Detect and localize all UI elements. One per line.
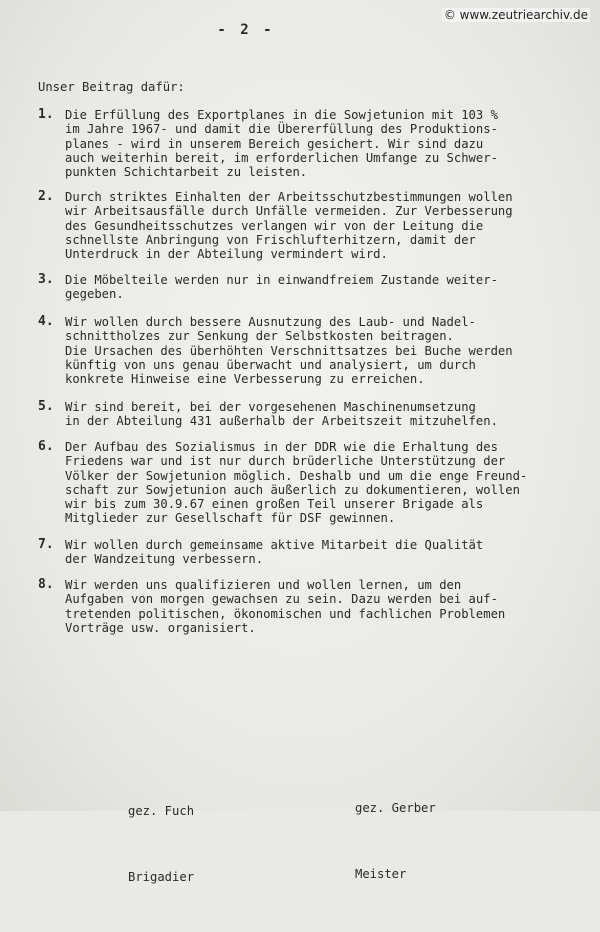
text-line: schnittholzes zur Senkung der Selbstkosten beitragen. [65, 329, 454, 344]
text-line: schnellste Anbringung von Frischlufterhitzern, damit der [65, 232, 476, 247]
page-number: - 2 - [217, 22, 275, 38]
text-line: Die Möbelteile werden nur in einwandfreiem Zustande weiter- [65, 273, 498, 287]
item-text [65, 108, 498, 179]
item-number: 3. [38, 272, 54, 287]
signature-role: Brigadier [128, 870, 195, 884]
text-line: Wir wollen durch gemeinsame aktive Mitarbeit die Qualität [65, 538, 484, 552]
item-text [65, 538, 483, 567]
text-line: Die Ursachen des überhöhten Verschnittsatzes bei Buche werden [65, 343, 513, 358]
text-line: künftig von uns genau überwacht und analysiert, um durch [65, 357, 476, 372]
text-line: auch weiterhin bereit, im erforderlichen Umfange zu Schwer- [65, 150, 498, 165]
text-line: in der Abteilung 431 außerhalb der Arbeitszeit mitzuhelfen. [65, 414, 498, 429]
text-line: tretenden politischen, ökonomischen und fachlichen Problemen [65, 606, 506, 621]
item-text [65, 578, 505, 635]
text-line: Friedens war und ist nur durch brüderliche Unterstützung der [65, 454, 506, 469]
text-line: der Wandzeitung verbessern. [65, 552, 264, 567]
item-number: 7. [38, 537, 54, 552]
text-line: wir bis zum 30.9.67 einen großen Teil unserer Brigade als [65, 497, 484, 512]
text-line: Wir werden uns qualifizieren und wollen lernen, um den [65, 578, 462, 592]
text-line: Aufgaben von morgen gewachsen zu sein. Dazu werden bei auf- [65, 592, 498, 607]
item-number: 8. [38, 577, 54, 592]
item-number: 6. [38, 439, 54, 454]
text-line: wir Arbeitsausfälle durch Unfälle vermeiden. Zur Verbesserung [65, 204, 513, 219]
item-text [65, 190, 513, 261]
signature-left [128, 756, 194, 932]
signature-role: Meister [355, 867, 407, 881]
signature-name: gez. Fuch [128, 804, 195, 818]
text-line: schaft zur Sowjetunion auch äußerlich zu dokumentieren, wollen [65, 482, 520, 497]
text-line: Wir wollen durch bessere Ausnutzung des Laub- und Nadel- [65, 315, 476, 329]
item-number: 4. [38, 314, 54, 329]
text-line: Vorträge usw. organisiert. [65, 620, 256, 635]
text-line: Wir sind bereit, bei der vorgesehenen Maschinenumsetzung [65, 400, 476, 414]
text-line: Unterdruck in der Abteilung vermindert wird. [65, 247, 388, 262]
item-number: 5. [38, 399, 54, 414]
item-text [65, 273, 498, 302]
text-line: des Gesundheitsschutzes verlangen wir von der Leitung die [65, 218, 484, 233]
item-number: 2. [38, 189, 54, 204]
item-number: 1. [38, 107, 54, 122]
item-text [65, 315, 513, 386]
text-line: konkrete Hinweise eine Verbesserung zu erreichen. [65, 372, 425, 387]
text-line: Der Aufbau des Sozialismus in der DDR wie die Erhaltung des [65, 440, 498, 454]
text-line: Völker der Sowjetunion möglich. Deshalb und um die enge Freund- [65, 468, 528, 483]
item-text [65, 440, 527, 526]
text-line: gegeben. [65, 287, 124, 302]
signature-name: gez. Gerber [355, 801, 436, 815]
text-line: Die Erfüllung des Exportplanes in die Sowjetunion mit 103 % [65, 108, 498, 122]
item-text [65, 400, 498, 429]
text-line: im Jahre 1967- und damit die Übererfüllung des Produktions- [65, 122, 498, 137]
text-line: planes - wird in unserem Bereich gesichert. Wir sind dazu [65, 136, 484, 151]
watermark: © www.zeutriearchiv.de [443, 8, 588, 22]
text-line: Mitglieder zur Gesellschaft für DSF gewinnen. [65, 511, 396, 526]
signature-right [355, 753, 436, 929]
text-line: Durch striktes Einhalten der Arbeitsschutzbestimmungen wollen [65, 190, 513, 204]
intro-heading: Unser Beitrag dafür: [38, 80, 185, 94]
text-line: punkten Schichtarbeit zu leisten. [65, 165, 308, 180]
